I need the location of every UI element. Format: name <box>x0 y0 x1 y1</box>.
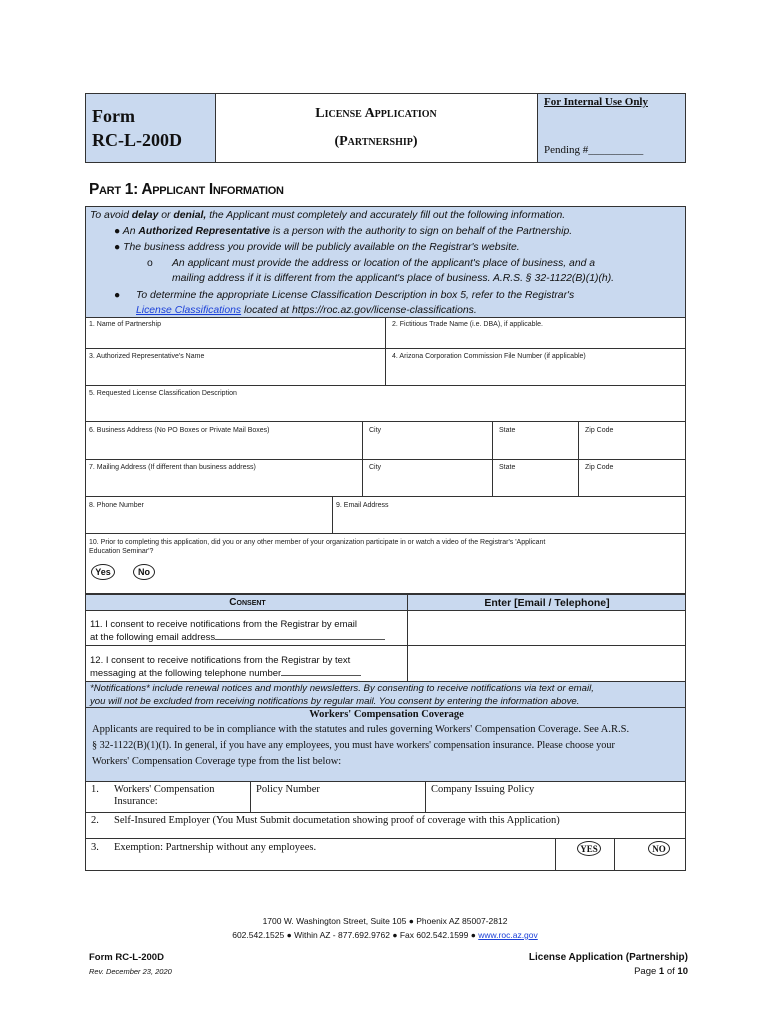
exemption-yes-option[interactable]: YES <box>577 841 601 856</box>
company-issuing-field[interactable] <box>426 783 685 812</box>
footer-address: 1700 W. Washington Street, Suite 105 ● Phoenix AZ 85007-2812 <box>262 916 508 926</box>
consent-text-line2: messaging at the following telephone number <box>90 668 361 679</box>
company-issuing-label: Company Issuing Policy <box>431 784 535 795</box>
form-label: Form <box>92 106 135 126</box>
footer-phones: 602.542.1525 ● Within AZ - 877.692.9762 ● Fax 602.542.1599 ● <box>232 930 479 940</box>
consent-email-input[interactable] <box>408 610 686 646</box>
option3-text: Exemption: Partnership without any employees. <box>114 842 317 853</box>
mailing-state-label: State <box>499 464 516 471</box>
phone-number-field[interactable] <box>86 497 332 533</box>
mailing-zip-field[interactable] <box>579 460 685 496</box>
form-title-line2: (Partnership) <box>334 134 418 149</box>
consent-header-left <box>85 594 408 611</box>
bullet-authorized-rep: ● An Authorized Representative is a person with the authority to sign on behalf of the Partnership. <box>114 226 573 237</box>
business-city-field[interactable] <box>363 422 492 459</box>
option2-text: Self-Insured Employer (You Must Submit documetation showing proof of coverage with this Application) <box>114 815 560 826</box>
bullet3-mark: ● <box>114 290 121 301</box>
sub-bullet-mark: o <box>147 258 153 269</box>
mailing-city-field[interactable] <box>363 460 492 496</box>
mailing-state-field[interactable] <box>493 460 578 496</box>
exemption-option <box>86 839 555 870</box>
intro-line: To avoid delay or denial, the Applicant must completely and accurately fill out the following information. <box>90 210 566 221</box>
internal-use-box <box>537 93 686 163</box>
footer-contact <box>0 930 770 940</box>
notifications-note <box>85 681 686 708</box>
self-insured-option[interactable] <box>86 813 685 838</box>
bullet-business-address: ● The business address you provide will be publicly available on the Registrar's website. <box>114 242 520 253</box>
trade-name-label: 2. Fictitious Trade Name (i.e. DBA), if applicable. <box>392 321 543 328</box>
seminar-yes-option[interactable]: Yes <box>91 564 115 580</box>
pending-number: Pending #__________ <box>544 144 644 156</box>
mailing-address-label: 7. Mailing Address (If different than business address) <box>89 464 256 471</box>
seminar-question-line1: 10. Prior to completing this application, did you or any other member of your organization participate in or watch a video of the Registrar's 'Applicant <box>89 539 546 546</box>
footer-website-link[interactable]: www.roc.az.gov <box>478 930 538 940</box>
business-city-label: City <box>369 427 382 434</box>
consent-header-right <box>408 594 686 611</box>
option2-number: 2. <box>91 815 99 826</box>
mailing-address-field[interactable] <box>86 460 362 496</box>
form-number-box <box>85 93 216 163</box>
instructions-box <box>85 206 686 317</box>
notifications-note-line2: you will not be excluded from receiving notifications by regular mail. You consent by entering the information above. <box>90 696 580 707</box>
license-classification-field[interactable] <box>86 386 685 421</box>
consent-header-label: Consent <box>229 597 266 608</box>
seminar-question-line2: Education Seminar'? <box>89 548 154 555</box>
mailing-city-label: City <box>369 464 382 471</box>
workers-comp-title: Workers' Compensation Coverage <box>309 709 464 720</box>
policy-number-field[interactable] <box>251 783 425 812</box>
workers-comp-text-line2: § 32-1122(B)(1)(I). In general, if you have any employees, you must have workers' compensation insurance. Please choose your <box>92 740 615 751</box>
business-address-field[interactable] <box>86 422 362 459</box>
business-state-field[interactable] <box>493 422 578 459</box>
footer-page-number: Page 1 of 10 <box>634 966 688 977</box>
form-number: RC-L-200D <box>92 130 182 150</box>
option3-number: 3. <box>91 842 99 853</box>
business-state-label: State <box>499 427 516 434</box>
sub-bullet-line2: mailing address if it is different from the applicant's place of business. A.R.S. § 32-1122(B)(1)(h). <box>172 273 615 284</box>
option1-line1: Workers' Compensation <box>114 784 215 795</box>
consent-text-line1: 12. I consent to receive notifications from the Registrar by text <box>90 655 351 666</box>
exemption-no-option[interactable]: NO <box>648 841 670 856</box>
sub-bullet-line1: An applicant must provide the address or location of the applicant's place of business, and a <box>172 258 596 269</box>
footer-revision: Rev. December 23, 2020 <box>89 967 172 976</box>
footer-form-number: Form RC-L-200D <box>89 952 164 963</box>
business-address-label: 6. Business Address (No PO Boxes or Private Mail Boxes) <box>89 427 270 434</box>
option1-number: 1. <box>91 784 99 795</box>
footer-doc-title: License Application (Partnership) <box>528 952 688 963</box>
consent-text-input[interactable] <box>408 646 686 682</box>
consent-email-line1: 11. I consent to receive notifications from the Registrar by email <box>90 619 358 630</box>
authorized-rep-field[interactable] <box>86 349 385 385</box>
col-divider <box>555 839 556 871</box>
license-classification-label: 5. Requested License Classification Description <box>89 390 237 397</box>
consent-text-row <box>85 646 408 682</box>
workers-comp-text-line3: Workers' Compensation Coverage type from the list below: <box>92 756 342 767</box>
bullet3-line2: License Classifications located at https://roc.az.gov/license-classifications. <box>136 305 477 316</box>
business-zip-field[interactable] <box>579 422 685 459</box>
partnership-name-label: 1. Name of Partnership <box>89 321 161 328</box>
authorized-rep-label: 3. Authorized Representative's Name <box>89 353 205 360</box>
part1-heading: Part 1: Applicant Information <box>89 181 284 198</box>
internal-use-label: For Internal Use Only <box>544 96 648 108</box>
policy-number-label: Policy Number <box>256 784 320 795</box>
title-box <box>215 93 537 163</box>
business-zip-label: Zip Code <box>585 427 614 434</box>
acc-file-number-field[interactable] <box>386 349 685 385</box>
workers-comp-insurance-option[interactable] <box>86 783 250 812</box>
email-address-field[interactable] <box>333 497 685 533</box>
workers-comp-text-line1: Applicants are required to be in compliance with the statutes and rules governing Workers' Compensation Coverage. See A.R.S. <box>92 724 630 735</box>
seminar-no-option[interactable]: No <box>133 564 155 580</box>
acc-file-number-label: 4. Arizona Corporation Commission File Number (if applicable) <box>392 353 586 360</box>
seminar-question <box>86 534 685 593</box>
partnership-name-field[interactable] <box>86 318 385 348</box>
form-title-line1: License Application <box>315 106 437 121</box>
bullet3-line1: To determine the appropriate License Classification Description in box 5, refer to the Registrar's <box>136 290 575 301</box>
option1-line2: Insurance: <box>114 796 158 807</box>
license-classifications-link[interactable]: License Classifications <box>136 305 242 316</box>
consent-email-line2: at the following email address <box>90 632 385 643</box>
consent-header-entry-label: Enter [Email / Telephone] <box>484 597 610 609</box>
mailing-zip-label: Zip Code <box>585 464 614 471</box>
consent-email-row <box>85 610 408 646</box>
phone-number-label: 8. Phone Number <box>89 502 144 509</box>
workers-comp-box <box>85 708 686 782</box>
trade-name-field[interactable] <box>386 318 685 348</box>
notifications-note-line1: *Notifications* include renewal notices and monthly newsletters. By consenting to receive notifications via text or email, <box>90 683 594 694</box>
col-divider <box>614 839 615 871</box>
email-address-label: 9. Email Address <box>336 502 389 509</box>
